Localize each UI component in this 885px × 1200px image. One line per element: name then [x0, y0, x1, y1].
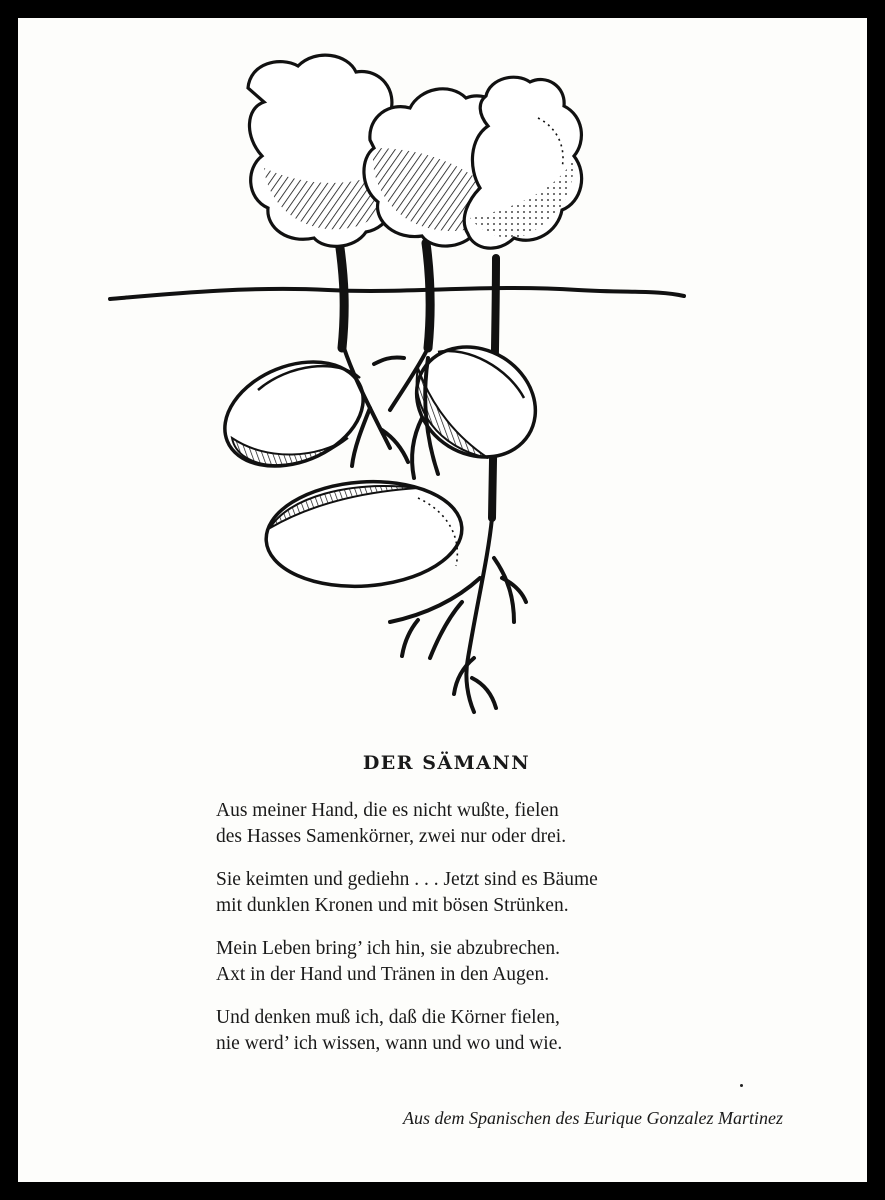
- seed-bottom: [263, 475, 466, 592]
- page: [18, 18, 867, 1182]
- poem-title: DER SÄMANN: [362, 752, 531, 774]
- poem-body: [216, 798, 598, 1074]
- poem-line: Und denken muß ich, daß die Körner fielen,: [216, 1007, 560, 1028]
- poem-line: Aus meiner Hand, die es nicht wußte, fielen: [216, 800, 559, 821]
- poem-attribution: Aus dem Spanischen des Eurique Gonzalez Martinez: [403, 1108, 783, 1128]
- poem-line: mit dunklen Kronen und mit bösen Strünken.: [216, 895, 569, 916]
- tree-crown-right: [464, 77, 581, 248]
- ground-line: [110, 288, 684, 299]
- poem-line: des Hasses Samenkörner, zwei nur oder drei.: [216, 826, 567, 847]
- poem-line: nie werd’ ich wissen, wann und wo und wie.: [216, 1033, 563, 1054]
- ink-speck: [740, 1084, 743, 1087]
- stanza-4: [216, 1005, 598, 1057]
- poem-line: Sie keimten und gediehn . . . Jetzt sind es Bäume: [216, 869, 598, 890]
- sower-illustration: [18, 18, 867, 738]
- stanza-2: [216, 867, 598, 919]
- seed-right: [396, 325, 556, 479]
- poem-line: Axt in der Hand und Tränen in den Augen.: [216, 964, 550, 985]
- stanza-1: [216, 798, 598, 850]
- stanza-3: [216, 936, 598, 988]
- poem-line: Mein Leben bring’ ich hin, sie abzubrechen.: [216, 938, 561, 959]
